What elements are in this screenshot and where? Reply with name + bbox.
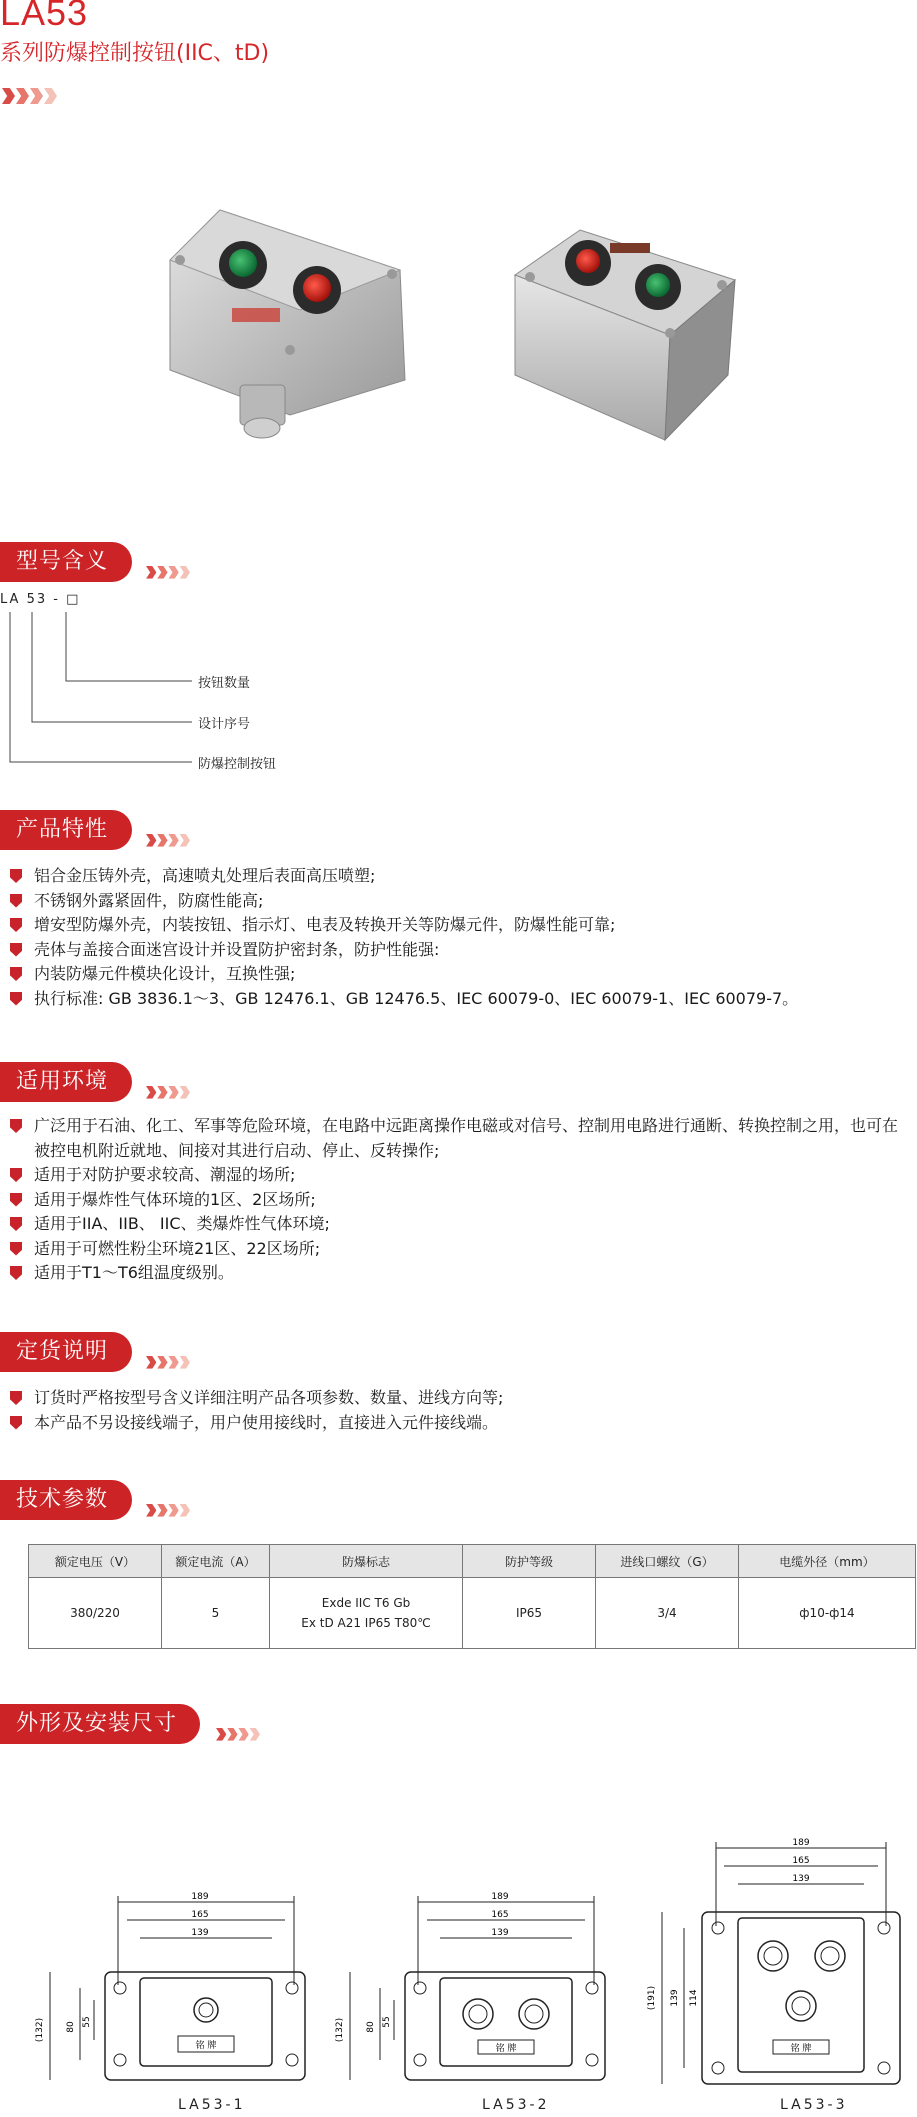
dim-189: 189 [191, 1892, 209, 1902]
column-header: 额定电流（A） [162, 1545, 270, 1578]
product-photo-la53-2-right [500, 215, 740, 455]
table-cell: ф10-ф14 [739, 1578, 916, 1649]
section-header-model-meaning: 型号含义 [0, 542, 132, 582]
ex-mark-line-2: Ex tD A21 IP65 T80℃ [301, 1616, 431, 1630]
table-cell: IP65 [463, 1578, 596, 1649]
table-cell-ex-mark [270, 1578, 463, 1649]
section-chevrons [146, 566, 190, 579]
caption-la53-3: LA53-3 [780, 2097, 848, 2113]
product-photo-la53-2-left [160, 200, 420, 450]
dim-139-v: 139 [670, 1989, 680, 2007]
nameplate-label: 铭 牌 [790, 2044, 812, 2054]
dim-191: (191) [647, 1985, 657, 2011]
section-header-environment: 适用环境 [0, 1062, 132, 1102]
section-chevrons [146, 1504, 190, 1517]
dim-165: 165 [792, 1856, 810, 1866]
list-item: 订货时严格按型号含义详细注明产品各项参数、数量、进线方向等; [8, 1386, 908, 1411]
dim-139: 139 [191, 1928, 209, 1938]
section-chevrons [216, 1728, 260, 1741]
dim-55: 55 [82, 2016, 92, 2028]
column-header: 进线口螺纹（G） [596, 1545, 739, 1578]
caption-la53-2: LA53-2 [482, 2097, 550, 2113]
list-item: 适用于爆炸性气体环境的1区、2区场所; [8, 1188, 908, 1213]
dim-189: 189 [491, 1892, 509, 1902]
section-header-dimensions: 外形及安装尺寸 [0, 1704, 200, 1744]
label-design-serial: 设计序号 [198, 717, 251, 732]
model-code: LA 53 - □ [0, 592, 81, 607]
list-item: 不锈钢外露紧固件，防腐性能高; [8, 889, 908, 914]
features-list [8, 864, 908, 1011]
nameplate-label: 铭 牌 [195, 2041, 217, 2051]
section-header-tech-params: 技术参数 [0, 1480, 132, 1520]
list-item: 壳体与盖接合面迷宫设计并设置防护密封条，防护性能强: [8, 938, 908, 963]
dim-114: 114 [689, 1989, 699, 2007]
dimension-drawing-la53-1 [30, 1890, 310, 2090]
dim-139: 139 [792, 1874, 810, 1884]
list-item: 增安型防爆外壳，内装按钮、指示灯、电表及转换开关等防爆元件，防爆性能可靠; [8, 913, 908, 938]
label-product-type: 防爆控制按钮 [198, 757, 277, 772]
column-header: 防爆标志 [270, 1545, 463, 1578]
section-chevrons [146, 1086, 190, 1099]
label-button-count: 按钮数量 [198, 676, 251, 691]
section-chevrons [146, 834, 190, 847]
table-cell: 3/4 [596, 1578, 739, 1649]
tech-params-table [28, 1544, 916, 1649]
header-chevrons [2, 88, 57, 104]
model-code-leader-lines [0, 608, 200, 768]
dim-165: 165 [491, 1910, 509, 1920]
section-chevrons [146, 1356, 190, 1369]
column-header: 额定电压（V） [29, 1545, 162, 1578]
environment-list [8, 1114, 908, 1286]
product-model: LA53 [0, 0, 89, 33]
dim-80: 80 [66, 2021, 76, 2033]
list-item: 执行标准: GB 3836.1～3、GB 12476.1、GB 12476.5、IEC 60079-0、IEC 60079-1、IEC 60079-7。 [8, 987, 908, 1012]
table-header-row [29, 1545, 916, 1578]
list-item: 本产品不另设接线端子，用户使用接线时，直接进入元件接线端。 [8, 1411, 908, 1436]
column-header: 防护等级 [463, 1545, 596, 1578]
list-item: 内装防爆元件模块化设计，互换性强; [8, 962, 908, 987]
table-cell: 380/220 [29, 1578, 162, 1649]
table-cell: 5 [162, 1578, 270, 1649]
dim-139: 139 [491, 1928, 509, 1938]
section-header-features: 产品特性 [0, 810, 132, 850]
section-header-ordering: 定货说明 [0, 1332, 132, 1372]
list-item: 适用于可燃性粉尘环境21区、22区场所; [8, 1237, 908, 1262]
table-row [29, 1578, 916, 1649]
dim-165: 165 [191, 1910, 209, 1920]
dimension-drawing-la53-3 [640, 1836, 915, 2094]
caption-la53-1: LA53-1 [178, 2097, 246, 2113]
column-header: 电缆外径（mm） [739, 1545, 916, 1578]
list-item: 适用于IIA、IIB、 IIC、类爆炸性气体环境; [8, 1212, 908, 1237]
list-item: 铝合金压铸外壳，高速喷丸处理后表面高压喷塑; [8, 864, 908, 889]
list-item: 适用于对防护要求较高、潮湿的场所; [8, 1163, 908, 1188]
dim-132: (132) [335, 2017, 345, 2043]
nameplate-label: 铭 牌 [495, 2044, 517, 2054]
dim-189: 189 [792, 1838, 810, 1848]
dim-132: (132) [35, 2017, 45, 2043]
dimension-drawing-la53-2 [330, 1890, 610, 2090]
dim-55: 55 [382, 2016, 392, 2028]
ordering-list [8, 1386, 908, 1435]
list-item: 广泛用于石油、化工、军事等危险环境，在电路中远距离操作电磁或对信号、控制用电路进行通断、转换控制之用，也可在被控电机附近就地、间接对其进行启动、停止、反转操作; [8, 1114, 908, 1163]
ex-mark-line-1: Exde IIC T6 Gb [321, 1596, 411, 1610]
dim-80: 80 [366, 2021, 376, 2033]
list-item: 适用于T1～T6组温度级别。 [8, 1261, 908, 1286]
product-subtitle: 系列防爆控制按钮(IIC、tD) [0, 41, 270, 66]
